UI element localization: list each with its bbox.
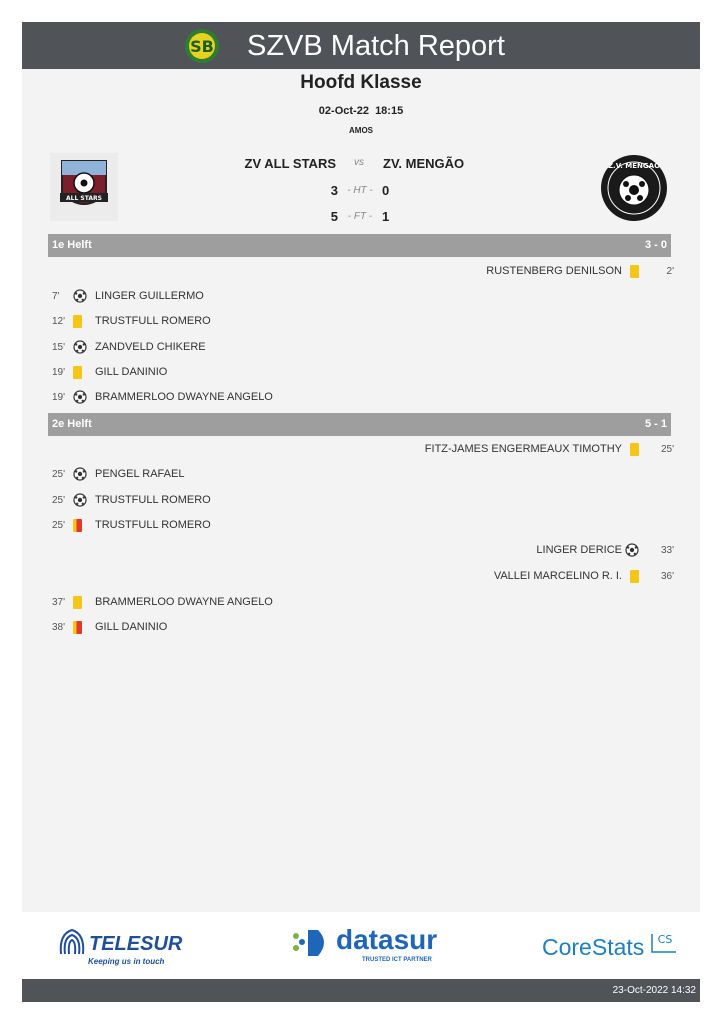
report-header <box>22 22 700 69</box>
svg-text:CS: CS <box>657 933 673 946</box>
yellow-card-icon <box>73 313 82 331</box>
event-player: GILL DANINIO <box>95 621 168 633</box>
event-minute: 25' <box>52 495 66 506</box>
event-player: TRUSTFULL ROMERO <box>95 315 211 327</box>
generated-timestamp: 23-Oct-2022 14:32 <box>612 985 696 996</box>
event-player: LINGER GUILLERMO <box>95 290 204 302</box>
datasur-logo <box>290 922 438 968</box>
mengao-badge-icon <box>599 153 669 223</box>
match-report-page <box>22 22 700 1002</box>
soccer-ball-icon <box>73 492 87 513</box>
half-bar-1 <box>48 234 671 257</box>
event-player: ZANDVELD CHIKERE <box>95 341 206 353</box>
yellow-card-icon <box>73 364 82 382</box>
event-minute: 19' <box>52 392 66 403</box>
match-time: 18:15 <box>375 105 404 117</box>
match-venue: AMOS <box>349 126 373 135</box>
yellow-card-icon <box>630 263 639 281</box>
event-minute: 36' <box>660 571 674 582</box>
event-minute: 25' <box>52 469 66 480</box>
fulltime-label: - FT - <box>347 211 373 222</box>
event-row <box>22 568 700 586</box>
home-fulltime-score: 5 <box>330 209 338 224</box>
half-label: 1e Helft <box>52 239 92 251</box>
half-label: 2e Helft <box>52 418 92 430</box>
halftime-label: - HT - <box>347 185 373 196</box>
telesur-tagline: Keeping us in touch <box>88 957 165 966</box>
event-minute: 33' <box>660 545 674 556</box>
match-date: 02-Oct-22 <box>318 105 369 117</box>
event-row <box>22 542 700 560</box>
datasur-mark-icon <box>290 924 330 964</box>
soccer-ball-icon <box>625 542 639 563</box>
event-player: TRUSTFULL ROMERO <box>95 519 211 531</box>
telesur-wordmark: TELESUR <box>89 933 183 955</box>
half-score: 5 - 1 <box>644 418 667 430</box>
event-player: VALLEI MARCELINO R. I. <box>493 570 622 582</box>
yellow-card-icon <box>73 594 82 612</box>
away-fulltime-score: 1 <box>382 209 390 224</box>
soccer-ball-icon <box>73 339 87 360</box>
soccer-ball-icon <box>73 288 87 309</box>
event-minute: 12' <box>52 316 66 327</box>
league-name: Hoofd Klasse <box>300 72 422 93</box>
report-footer-bar <box>22 979 700 1002</box>
half-score: 3 - 0 <box>644 239 667 251</box>
corestats-wordmark: CoreStats <box>542 934 645 960</box>
all-stars-shield-icon <box>50 153 118 221</box>
home-team-logo <box>50 153 118 221</box>
svg-text:SB: SB <box>190 37 214 56</box>
event-minute: 15' <box>52 342 66 353</box>
event-minute: 19' <box>52 367 66 378</box>
soccer-ball-icon <box>73 389 87 410</box>
away-halftime-score: 0 <box>382 183 390 198</box>
red-card-icon <box>73 517 82 535</box>
soccer-ball-icon <box>73 466 87 487</box>
event-player: TRUSTFULL ROMERO <box>95 494 211 506</box>
event-minute: 25' <box>52 520 66 531</box>
event-minute: 25' <box>660 444 674 455</box>
telesur-logo <box>55 920 183 970</box>
away-team-name: ZV. MENGÃO <box>383 156 465 171</box>
corestats-badge-icon <box>650 930 678 954</box>
event-minute: 2' <box>666 266 674 277</box>
event-player: PENGEL RAFAEL <box>95 468 185 480</box>
event-row <box>22 441 700 459</box>
szvb-logo <box>179 27 225 65</box>
event-row <box>22 263 700 281</box>
away-team-logo <box>599 153 669 223</box>
svg-text:ALL STARS: ALL STARS <box>66 195 102 202</box>
half-bar-2 <box>48 413 671 436</box>
vs-label: vs <box>354 157 364 168</box>
yellow-card-icon <box>630 441 639 459</box>
event-minute: 37' <box>52 597 66 608</box>
fingerprint-icon <box>57 924 87 964</box>
report-title: SZVB Match Report <box>247 30 505 62</box>
svg-text:Z.V. MENGAO: Z.V. MENGAO <box>607 162 661 170</box>
datasur-wordmark: datasur <box>336 924 438 955</box>
home-halftime-score: 3 <box>330 183 338 198</box>
event-minute: 38' <box>52 622 66 633</box>
event-minute: 7' <box>52 291 60 302</box>
red-card-icon <box>73 619 82 637</box>
event-player: BRAMMERLOO DWAYNE ANGELO <box>95 596 273 608</box>
match-datetime <box>22 105 700 117</box>
event-player: BRAMMERLOO DWAYNE ANGELO <box>95 391 273 403</box>
event-player: GILL DANINIO <box>95 366 168 378</box>
event-player: FITZ-JAMES ENGERMEAUX TIMOTHY <box>424 443 622 455</box>
datasur-tagline: TRUSTED ICT PARTNER <box>362 957 432 963</box>
sponsor-footer <box>22 912 700 979</box>
corestats-logo <box>540 928 678 966</box>
home-team-name: ZV ALL STARS <box>244 156 336 171</box>
event-player: LINGER DERICE <box>536 544 622 556</box>
yellow-card-icon <box>630 568 639 586</box>
event-player: RUSTENBERG DENILSON <box>486 265 622 277</box>
